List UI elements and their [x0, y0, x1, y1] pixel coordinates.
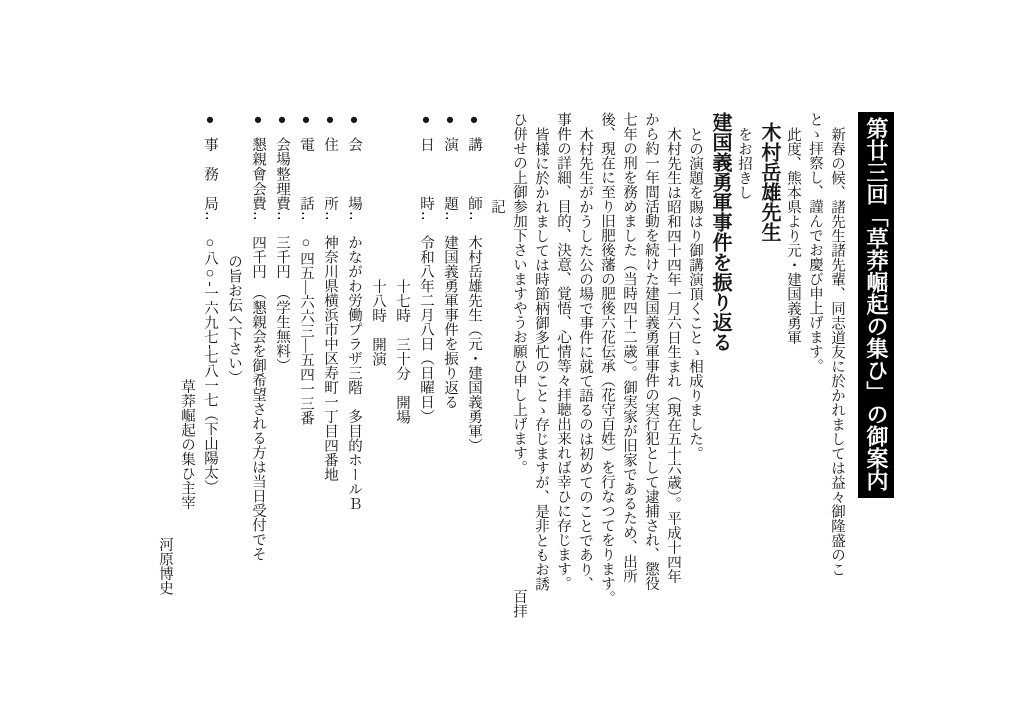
- document-title: 第廿三回「草莽崛起の集ひ」の御案内: [858, 112, 894, 498]
- bullet-icon: ●: [274, 112, 290, 128]
- guest-name-headline: 木村岳雄先生: [758, 122, 780, 242]
- greeting-line-1: 新春の候、諸先生諸先輩、同志道友に於かれましては益々御隆盛のこ: [829, 126, 845, 576]
- detail-value-topic: 建国義勇軍事件を振り返る: [442, 235, 458, 410]
- detail-separator: ‥: [274, 210, 290, 236]
- detail-label-phone: 電話: [298, 137, 314, 211]
- bio-line-2: から約一年間活動を続けた建国義勇軍事件の実行犯として逮捕され、懲役: [643, 112, 659, 591]
- detail-separator: ‥: [418, 210, 434, 236]
- intro-line-1: 此度、熊本県より元・建国義勇軍: [785, 126, 801, 344]
- remark-line-1: 木村先生がかうした公の場で事件に就て語るのは初めてのことであり、: [577, 126, 593, 591]
- detail-label-party-fee: 懇親會会費: [250, 137, 266, 211]
- greeting-line-2: とゝ拝察し、謹んでお慶び申上げます。: [807, 112, 823, 373]
- detail-item-phone: [294, 112, 318, 618]
- detail-separator: ‥: [298, 210, 314, 236]
- bullet-icon: ●: [202, 112, 218, 128]
- signature-name: 河原博史: [157, 537, 173, 595]
- bullet-icon: ●: [418, 112, 434, 128]
- detail-item-topic: [438, 112, 462, 618]
- detail-item-datetime: [414, 112, 438, 618]
- detail-value-office: ○八○‐一六九七‐七八一七（下山陽太）: [202, 235, 218, 495]
- detail-separator: ‥: [202, 210, 218, 236]
- detail-label-entry-fee: 会場整理費: [274, 137, 290, 211]
- vertical-text-sheet: [154, 112, 894, 618]
- detail-label-address: 住所: [322, 137, 338, 211]
- detail-item-entry-fee: [270, 112, 294, 618]
- detail-item-address: [318, 112, 342, 618]
- section-marker-ki: 記: [489, 199, 505, 214]
- closing-salute: 百拝: [511, 589, 527, 618]
- detail-value-datetime: 令和八年二月八日（日曜日）: [418, 235, 434, 424]
- remark-line-2: 事件の詳細、目的、決意、覚悟、心情等々拝聴出来れば幸ひに存じます。: [555, 112, 571, 591]
- bio-line-3: 七年の刑を務めました（当時四十二歳）。御実家が旧家であるため、出所: [621, 112, 637, 584]
- detail-item-speaker: [462, 112, 486, 618]
- bullet-icon: ●: [466, 112, 482, 128]
- detail-label-topic: 演題: [442, 137, 458, 211]
- intro-line-3: との演題を賜はり御講演頂くことゝ相成りました。: [687, 126, 703, 460]
- intro-line-2: をお招きし: [736, 126, 752, 199]
- lecture-title-headline: 建国義勇軍事件を振り返る: [709, 112, 731, 352]
- bio-line-4: 後、現在に至り旧肥後藩の肥後六花伝承（花守百姓）を行なつてをります。: [599, 112, 615, 605]
- detail-value-speaker: 木村岳雄先生（元・建国義勇軍）: [466, 235, 482, 453]
- datetime-start-time: 十八時 開演: [370, 279, 386, 366]
- detail-separator: ‥: [346, 210, 362, 236]
- detail-separator: ‥: [250, 210, 266, 236]
- detail-label-venue: 会場: [346, 137, 362, 211]
- detail-label-office: 事務局: [202, 137, 218, 211]
- detail-item-party-fee: [246, 112, 270, 618]
- detail-label-speaker: 講師: [466, 137, 482, 211]
- detail-value-address: 神奈川県横浜市中区寿町一丁目四番地: [322, 235, 338, 482]
- bullet-icon: ●: [346, 112, 362, 128]
- bullet-icon: ●: [250, 112, 266, 128]
- bullet-icon: ●: [442, 112, 458, 128]
- request-line-2-text: ひ併せの上御参加下さいますやうお願ひ申し上げます。: [511, 112, 527, 475]
- detail-item-office: [198, 112, 222, 618]
- signature-organization: 草莽崛起の集ひ主宰: [179, 379, 195, 510]
- bullet-icon: ●: [322, 112, 338, 128]
- detail-separator: ‥: [466, 210, 482, 236]
- detail-value-entry-fee: 三千円 （学生無料）: [274, 235, 290, 373]
- detail-label-datetime: 日時: [418, 137, 434, 211]
- detail-value-phone: ○四五―六六三―五四一三番: [298, 235, 314, 426]
- request-line-2: [508, 112, 530, 618]
- detail-item-venue: [342, 112, 366, 618]
- detail-separator: ‥: [442, 210, 458, 236]
- bullet-icon: ●: [298, 112, 314, 128]
- detail-value-venue: かながわ労働プラザ三階 多目的ホールＢ: [346, 235, 362, 511]
- detail-value-party-fee: 四千円 （懇親会を御希望される方は当日受付でそ: [250, 235, 266, 562]
- request-line-1: 皆様に於かれましては時節柄御多忙のことゝ存じますが、是非ともお誘: [533, 126, 549, 591]
- bio-line-1: 木村先生は昭和四十四年一月六日生まれ（現在五十六歳）。平成十四年: [665, 126, 681, 584]
- party-fee-note-continuation: の旨お伝へ下さい）: [226, 254, 242, 385]
- datetime-open-time: 十七時 三十分 開場: [394, 279, 410, 424]
- detail-separator: ‥: [322, 210, 338, 236]
